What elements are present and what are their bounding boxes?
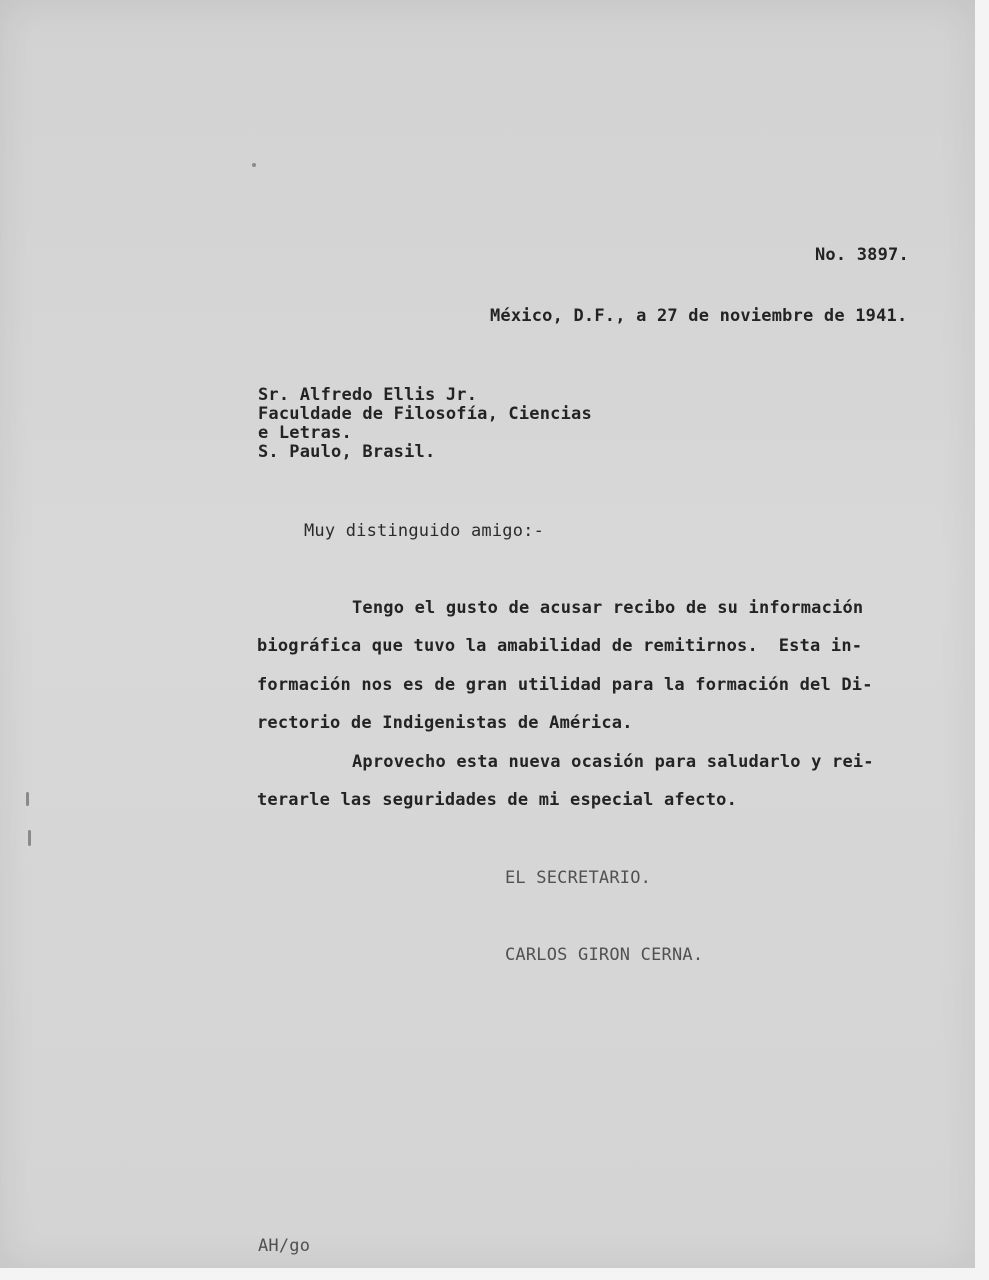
paper-speck <box>26 792 29 806</box>
signature-title: EL SECRETARIO. <box>505 868 652 888</box>
body-line: biográfica que tuvo la amabilidad de remitirnos. Esta in- <box>257 636 863 656</box>
paper-speck <box>28 830 31 846</box>
typist-initials: AH/go <box>258 1236 311 1256</box>
body-line: Aprovecho esta nueva ocasión para saludarlo y rei- <box>352 752 874 772</box>
salutation: Muy distinguido amigo:- <box>304 521 545 541</box>
place-date: México, D.F., a 27 de noviembre de 1941. <box>490 306 908 326</box>
recipient-line: e Letras. <box>258 423 352 443</box>
body-line: Tengo el gusto de acusar recibo de su información <box>352 598 864 618</box>
recipient-line: Faculdade de Filosofía, Ciencias <box>258 404 592 424</box>
recipient-line: S. Paulo, Brasil. <box>258 442 436 462</box>
letter-number: No. 3897. <box>815 245 909 265</box>
signature-name: CARLOS GIRON CERNA. <box>505 945 704 965</box>
body-line: rectorio de Indigenistas de América. <box>257 713 633 733</box>
recipient-line: Sr. Alfredo Ellis Jr. <box>258 385 478 405</box>
paper-speck <box>252 163 256 167</box>
body-line: formación nos es de gran utilidad para la formación del Di- <box>257 675 873 695</box>
scan-border-right <box>975 0 989 1280</box>
scan-border-bottom <box>0 1268 989 1280</box>
body-line: terarle las seguridades de mi especial afecto. <box>257 790 738 810</box>
